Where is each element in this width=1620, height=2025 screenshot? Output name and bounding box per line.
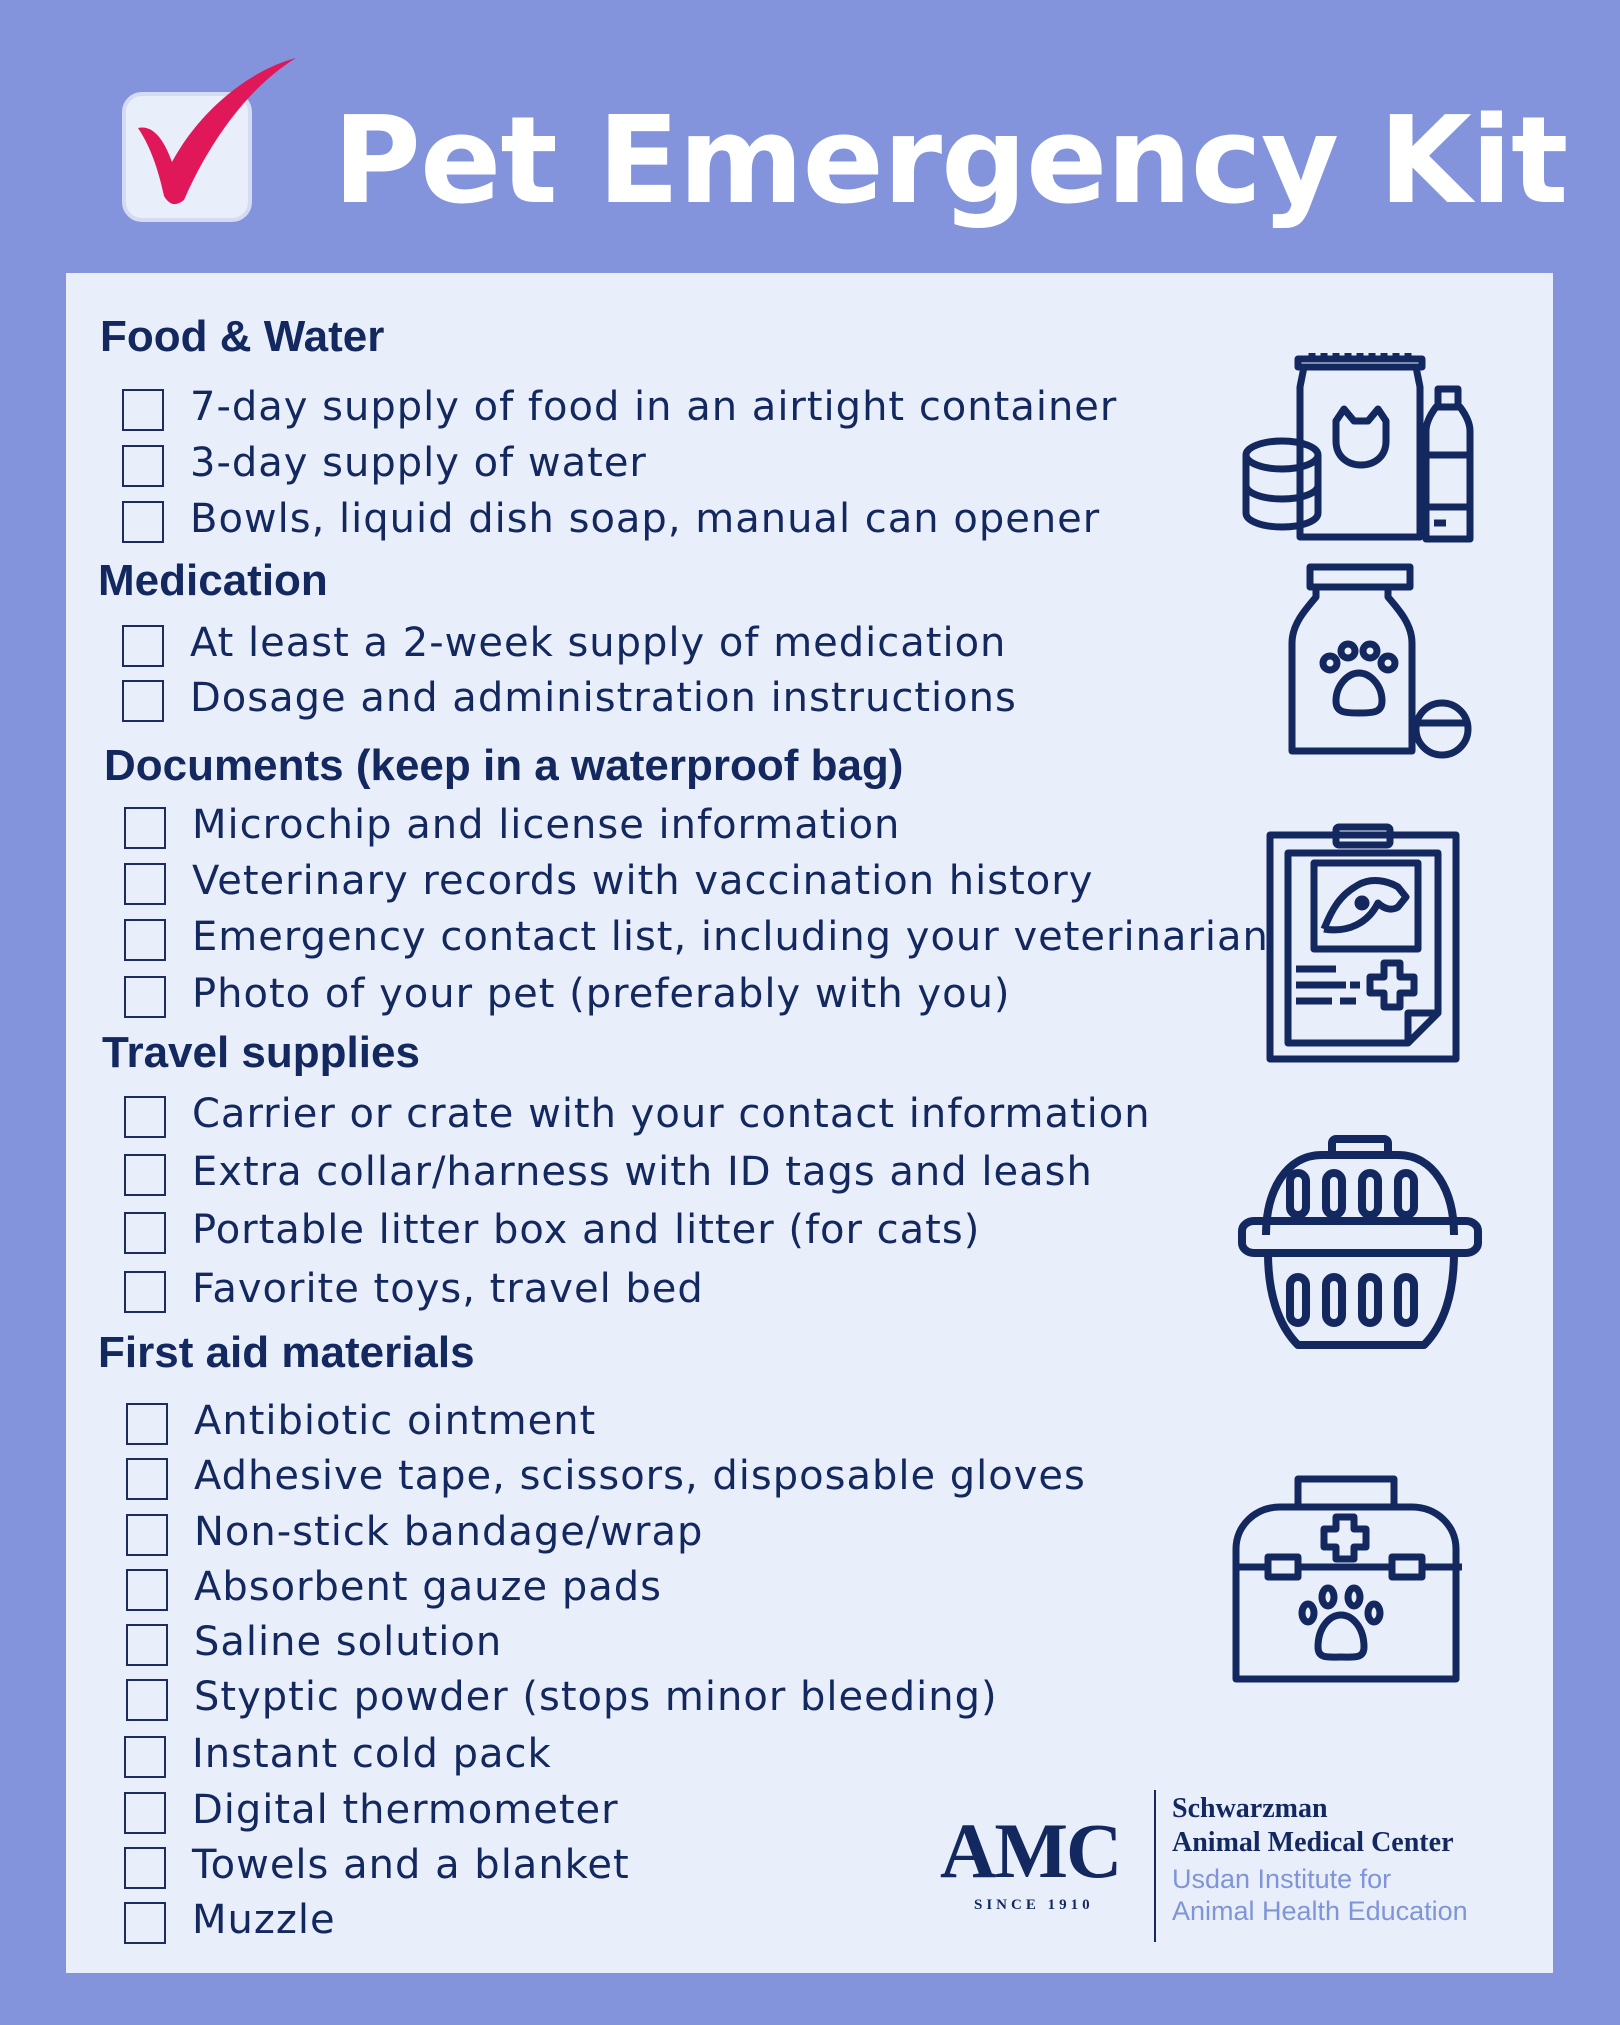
checkbox[interactable] xyxy=(124,1212,166,1254)
checkbox[interactable] xyxy=(124,1847,166,1889)
item-label: Styptic powder (stops minor bleeding) xyxy=(194,1674,998,1720)
checkbox[interactable] xyxy=(126,1458,168,1500)
first-aid-kit-icon xyxy=(1232,1469,1462,1689)
checkbox[interactable] xyxy=(124,1096,166,1138)
logo-divider xyxy=(1154,1790,1156,1942)
item-label: Absorbent gauze pads xyxy=(194,1564,662,1610)
item-label: Emergency contact list, including your veterinarian xyxy=(192,914,1269,960)
item-label: At least a 2-week supply of medication xyxy=(190,620,1007,666)
header xyxy=(0,0,1620,272)
item-label: Saline solution xyxy=(194,1619,503,1665)
logo-institute-line2: Animal Health Education xyxy=(1172,1896,1468,1926)
section-title-food-water: Food & Water xyxy=(100,312,385,361)
item-label: Portable litter box and litter (for cats) xyxy=(192,1207,981,1253)
pet-carrier-icon xyxy=(1236,1135,1486,1355)
item-label: Towels and a blanket xyxy=(192,1842,630,1888)
checkbox[interactable] xyxy=(122,680,164,722)
section-title-medication: Medication xyxy=(98,556,328,605)
item-label: Veterinary records with vaccination history xyxy=(192,858,1094,904)
checkbox[interactable] xyxy=(124,976,166,1018)
item-label: Carrier or crate with your contact information xyxy=(192,1091,1151,1137)
item-label: Bowls, liquid dish soap, manual can opener xyxy=(190,496,1101,542)
logo-org-line2: Animal Medical Center xyxy=(1172,1827,1454,1858)
checkbox[interactable] xyxy=(124,863,166,905)
item-label: 3-day supply of water xyxy=(190,440,647,486)
checkbox[interactable] xyxy=(122,501,164,543)
item-label: 7-day supply of food in an airtight container xyxy=(190,384,1118,430)
checkbox[interactable] xyxy=(122,389,164,431)
pet-food-icon xyxy=(1242,337,1552,557)
item-label: Muzzle xyxy=(192,1897,336,1943)
checkbox[interactable] xyxy=(124,919,166,961)
checkbox[interactable] xyxy=(124,1736,166,1778)
item-label: Adhesive tape, scissors, disposable gloves xyxy=(194,1453,1086,1499)
checkbox[interactable] xyxy=(126,1679,168,1721)
item-label: Digital thermometer xyxy=(192,1787,619,1833)
checklist-panel xyxy=(66,273,1553,1973)
logo-org-line1: Schwarzman xyxy=(1172,1793,1328,1824)
checkbox[interactable] xyxy=(122,445,164,487)
item-label: Favorite toys, travel bed xyxy=(192,1266,704,1312)
item-label: Instant cold pack xyxy=(192,1731,552,1777)
checkbox[interactable] xyxy=(126,1569,168,1611)
checkbox[interactable] xyxy=(122,625,164,667)
checkbox[interactable] xyxy=(126,1514,168,1556)
checkmark-icon xyxy=(120,50,310,220)
checkbox[interactable] xyxy=(124,1792,166,1834)
checkbox[interactable] xyxy=(124,1154,166,1196)
logo-since: SINCE 1910 xyxy=(974,1897,1094,1913)
amc-logo xyxy=(940,1785,1520,1945)
section-title-travel: Travel supplies xyxy=(102,1028,420,1077)
item-label: Extra collar/harness with ID tags and leash xyxy=(192,1149,1093,1195)
item-label: Non-stick bandage/wrap xyxy=(194,1509,704,1555)
medical-record-clipboard-icon xyxy=(1266,823,1466,1063)
section-title-first-aid: First aid materials xyxy=(98,1328,475,1377)
checkbox[interactable] xyxy=(126,1403,168,1445)
medication-bottle-icon xyxy=(1286,563,1516,763)
item-label: Dosage and administration instructions xyxy=(190,675,1017,721)
section-title-documents: Documents (keep in a waterproof bag) xyxy=(104,741,904,790)
checkbox[interactable] xyxy=(124,807,166,849)
item-label: Photo of your pet (preferably with you) xyxy=(192,971,1011,1017)
item-label: Microchip and license information xyxy=(192,802,901,848)
checkbox[interactable] xyxy=(124,1271,166,1313)
logo-acronym: AMC xyxy=(940,1807,1121,1894)
logo-institute-line1: Usdan Institute for xyxy=(1172,1864,1392,1894)
checkbox[interactable] xyxy=(124,1902,166,1944)
page-title: Pet Emergency Kit xyxy=(333,92,1568,231)
checkbox[interactable] xyxy=(126,1624,168,1666)
item-label: Antibiotic ointment xyxy=(194,1398,597,1444)
